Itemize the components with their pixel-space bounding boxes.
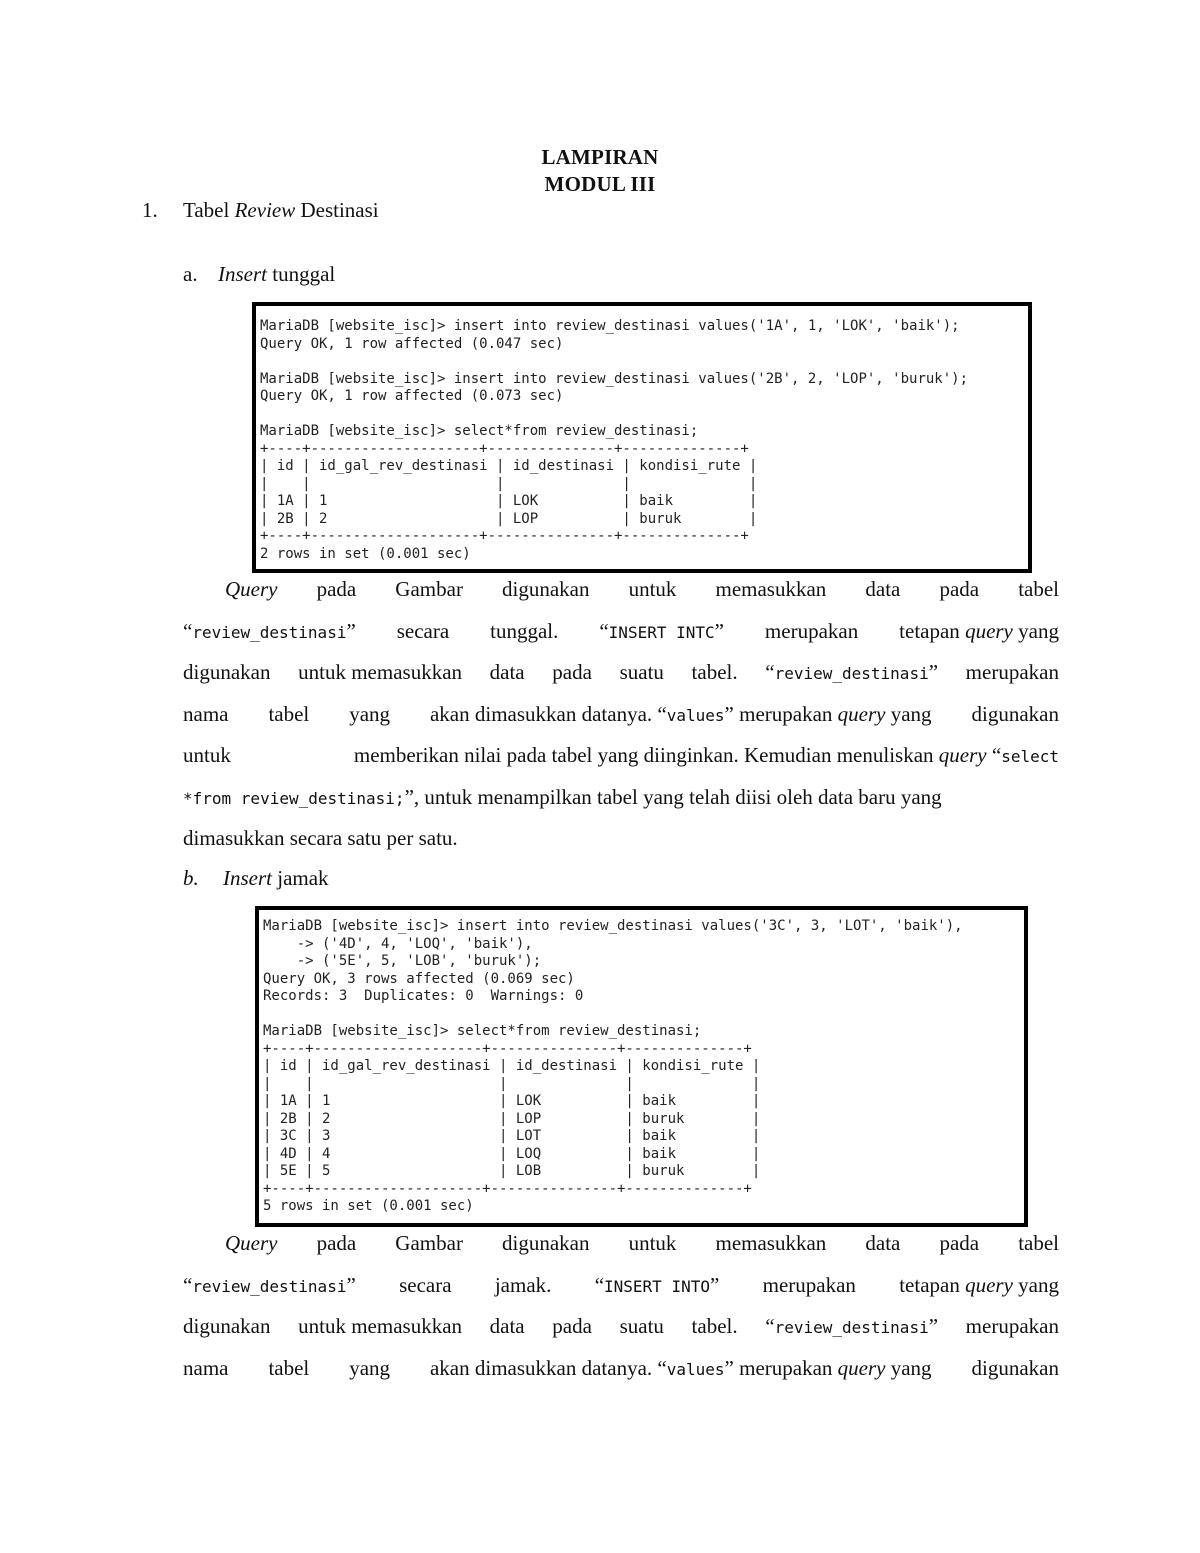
word: , untuk menampilkan tabel yang telah diisi oleh data baru yang [413, 784, 942, 809]
paragraph-line [183, 577, 1059, 619]
quoted-code: “review_destinasi” [183, 618, 356, 643]
terminal-line: 5 rows in set (0.001 sec) [263, 1198, 474, 1214]
word: tabel [1018, 1231, 1059, 1255]
paragraph-line [183, 619, 1059, 661]
subsection-a-label: a. [183, 262, 198, 286]
paragraph-multi-insert [183, 1231, 1059, 1397]
word: tabel [268, 1355, 310, 1380]
word-query: Query [225, 577, 278, 601]
terminal-line: +----+--------------------+---------------+--------------+ [260, 440, 749, 457]
terminal-line: MariaDB [website_isc]> insert into review_destinasi values('1A', 1, 'LOK', 'baik'); [260, 318, 960, 334]
word: yang [1018, 1272, 1059, 1297]
terminal-line: | id | id_gal_rev_destinasi | id_destinasi | kondisi_rute | [260, 458, 758, 474]
section-title-italic: Review [234, 198, 296, 222]
word: yang [1018, 618, 1059, 643]
word: untuk [628, 1231, 677, 1255]
code-table-name: review_destinasi [192, 622, 347, 642]
code-insert-into: INSERT INTC [608, 622, 715, 642]
word: pada [939, 1231, 980, 1255]
word: memasukkan [715, 577, 827, 601]
terminal-line [260, 406, 1028, 424]
word: digunakan [502, 1231, 590, 1255]
paragraph-line [183, 660, 1059, 702]
word: nama [183, 701, 229, 726]
paragraph-line [183, 1273, 1059, 1315]
terminal-line: -> ('5E', 5, 'LOB', 'buruk'); [263, 953, 542, 969]
terminal-line: +----+--------------------+---------------+--------------+ [263, 1040, 752, 1057]
word: digunakan [502, 577, 590, 601]
word-group [899, 1273, 1059, 1315]
word: Gambar [395, 577, 463, 601]
terminal-line: 2 rows in set (0.001 sec) [260, 545, 471, 562]
word: data [865, 577, 901, 601]
word: memasukkan [715, 1231, 827, 1255]
terminal-line: MariaDB [website_isc]> select*from review_destinasi; [260, 423, 699, 439]
word-query: query [965, 1272, 1013, 1297]
quoted-code: “review_destinasi” [183, 1272, 356, 1297]
word: data [489, 1314, 525, 1338]
word: tabel [1018, 577, 1059, 601]
word: merupakan [762, 1272, 856, 1297]
subsection-a-text: tunggal [267, 262, 336, 286]
word: merupakan [739, 1355, 833, 1380]
paragraph-line [183, 743, 1059, 785]
subsection-b-title [223, 866, 329, 891]
word: tabel [268, 701, 310, 726]
word: merupakan [739, 701, 833, 726]
paragraph-line: *from review_destinasi;”, untuk menampilkan tabel yang telah diisi oleh data baru yang [183, 784, 942, 809]
paragraph-line [183, 702, 1059, 744]
paragraph-single-insert [183, 577, 1059, 868]
section-title-pre: Tabel [183, 198, 235, 222]
word: untuk [183, 743, 231, 767]
terminal-line: MariaDB [website_isc]> insert into review_destinasi values('3C', 3, 'LOT', 'baik'), [263, 918, 963, 934]
word: pada [552, 1314, 592, 1338]
word: digunakan [971, 701, 1059, 726]
word: suatu [619, 1314, 664, 1338]
word: yang [890, 701, 932, 726]
word: jamak. [494, 1272, 552, 1297]
word: tetapan [899, 1272, 960, 1297]
word-query: query [965, 618, 1013, 643]
word: akan dimasukkan datanya. [429, 701, 653, 726]
word-group [899, 619, 1059, 661]
terminal-line: Query OK, 1 row affected (0.073 sec) [260, 388, 564, 404]
code-select: select [1001, 747, 1059, 766]
word: pada [316, 577, 357, 601]
word: secara [399, 1272, 452, 1297]
subsection-a-title [218, 262, 335, 287]
word: yang [890, 1355, 932, 1380]
word: nama [183, 1355, 229, 1380]
paragraph-line [183, 1314, 1059, 1356]
terminal-line: | | | | | [263, 1075, 761, 1092]
terminal-screenshot-multi-insert [255, 906, 1028, 1227]
code-from: *from review_destinasi; [183, 788, 405, 808]
subsection-b-label: b. [183, 866, 199, 890]
subsection-a-italic: Insert [218, 262, 267, 286]
word-query: query [938, 743, 987, 767]
paragraph-line [183, 1231, 1059, 1273]
terminal-line: | 2B | 2 | LOP | buruk | [260, 510, 758, 527]
word: digunakan [971, 1355, 1059, 1380]
code-values: values [666, 1359, 725, 1379]
subsection-b-italic: Insert [223, 866, 272, 890]
word: data [489, 660, 525, 684]
word: merupakan [965, 1314, 1059, 1338]
word: Gambar [395, 1231, 463, 1255]
terminal-line: +----+--------------------+---------------+--------------+ [260, 528, 749, 544]
word-group: akan dimasukkan datanya. “values” merupakan query yang [429, 701, 932, 726]
section-title-post: Destinasi [295, 198, 379, 222]
word: merupakan [764, 618, 859, 643]
word: untuk memasukkan [298, 660, 463, 684]
word-group: akan dimasukkan datanya. “values” merupakan query yang [429, 1355, 932, 1380]
quoted-code: “review_destinasi” [765, 660, 939, 684]
terminal-line: Query OK, 3 rows affected (0.069 sec) [263, 970, 575, 987]
word: tabel. [691, 1314, 738, 1338]
word: pada [939, 577, 980, 601]
word: secara [396, 618, 450, 643]
word: untuk [628, 577, 677, 601]
word: pada [552, 660, 592, 684]
word: yang [349, 1355, 391, 1380]
terminal-line: | 3C | 3 | LOT | baik | [263, 1128, 761, 1144]
code-table-name: review_destinasi [774, 1318, 929, 1337]
word-query: query [837, 1355, 886, 1380]
heading-lampiran: LAMPIRAN [541, 145, 659, 169]
paragraph-line: dimasukkan secara satu per satu. [183, 826, 458, 850]
word-group: memberikan nilai pada tabel yang diinginkan. Kemudian menuliskan query “select [353, 743, 1059, 767]
word: untuk memasukkan [298, 1314, 463, 1338]
word-query: Query [225, 1231, 278, 1255]
terminal-line: | 1A | 1 | LOK | baik | [263, 1093, 761, 1109]
word: memberikan nilai pada tabel yang diinginkan. Kemudian menuliskan [353, 743, 934, 767]
section-title [183, 198, 379, 223]
terminal-line: Records: 3 Duplicates: 0 Warnings: 0 [263, 988, 584, 1004]
quoted-code: “INSERT INTO” [594, 1272, 720, 1297]
word: tunggal. [490, 618, 559, 643]
terminal-line: Query OK, 1 row affected (0.047 sec) [260, 335, 564, 352]
subsection-b-text: jamak [272, 866, 329, 890]
word-query: query [837, 701, 886, 726]
code-table-name: review_destinasi [774, 664, 929, 683]
heading-modul: MODUL III [544, 172, 656, 196]
word: digunakan [183, 660, 271, 684]
terminal-output [259, 910, 1024, 1216]
terminal-line: | 1A | 1 | LOK | baik | [260, 493, 758, 509]
word: digunakan [183, 1314, 271, 1338]
word: akan dimasukkan datanya. [429, 1355, 653, 1380]
terminal-line: MariaDB [website_isc]> insert into review_destinasi values('2B', 2, 'LOP', 'buruk'); [260, 370, 969, 387]
terminal-line: | id | id_gal_rev_destinasi | id_destinasi | kondisi_rute | [263, 1058, 761, 1074]
quoted-code: “review_destinasi” [765, 1314, 939, 1338]
terminal-line: +----+--------------------+---------------+--------------+ [263, 1180, 752, 1197]
code-table-name: review_destinasi [192, 1276, 347, 1296]
terminal-line: | 2B | 2 | LOP | buruk | [263, 1110, 761, 1127]
terminal-output [256, 306, 1028, 563]
terminal-line [260, 353, 1028, 371]
terminal-line [263, 1006, 1024, 1024]
terminal-line: | 5E | 5 | LOB | buruk | [263, 1163, 761, 1179]
terminal-line: MariaDB [website_isc]> select*from review_destinasi; [263, 1023, 702, 1039]
word: tabel. [691, 660, 738, 684]
word: merupakan [965, 660, 1059, 684]
word: yang [349, 701, 391, 726]
word: pada [316, 1231, 357, 1255]
terminal-line: | 4D | 4 | LOQ | baik | [263, 1145, 761, 1162]
quoted-code: “INSERT INTC” [599, 618, 724, 643]
word: suatu [619, 660, 664, 684]
code-values: values [666, 705, 725, 725]
paragraph-line [183, 1356, 1059, 1398]
terminal-screenshot-single-insert [252, 302, 1032, 573]
code-insert-into: INSERT INTO [604, 1276, 710, 1296]
word: data [865, 1231, 901, 1255]
section-number: 1. [142, 198, 158, 222]
word: tetapan [899, 618, 960, 643]
terminal-line: | | | | | [260, 475, 758, 492]
terminal-line: -> ('4D', 4, 'LOQ', 'baik'), [263, 935, 533, 952]
